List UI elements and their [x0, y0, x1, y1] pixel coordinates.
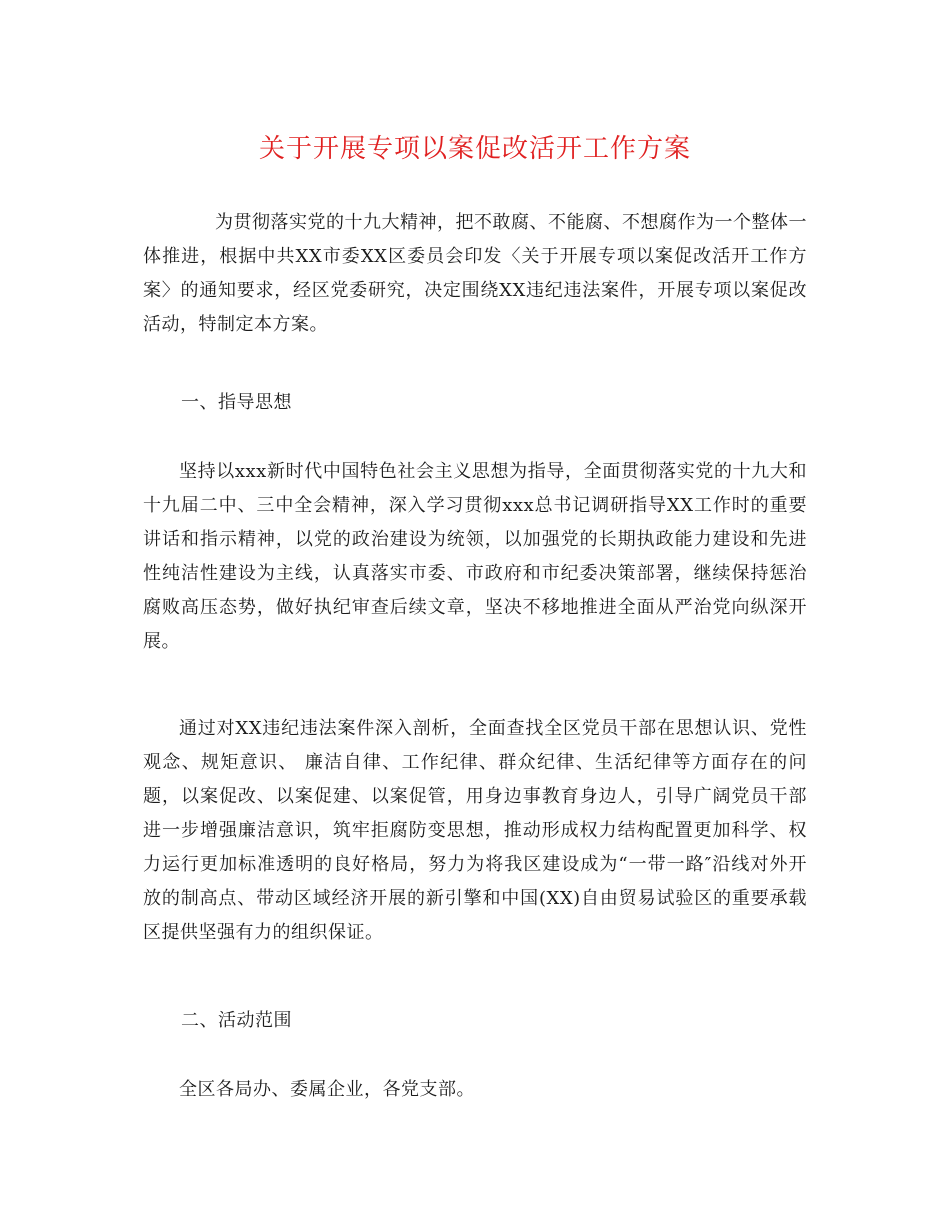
- document-title: 关于开展专项以案促改活开工作方案: [258, 134, 691, 164]
- guiding-ideology-paragraph-2: 通过对XX违纪违法案件深入剖析，全面查找全区党员干部在思想认识、党性观念、规矩意识、 廉洁自律、工作纪律、群众纪律、生活纪律等方面存在的问题，以案促改、以案促建、以案促管，用身边事教育身边人，引导广阔党员干部进一步增强廉洁意识，筑牢拒腐防变思想，推动形成权力结构配置更加科学、权力运行更加标准透明的良好格局，努力为将我区建设成为“一带一路″沿线对外开放的制高点、带动区域经济开展的新引擎和中国(XX)自由贸易试验区的重要承载区提供坚强有力的组织保证。: [143, 718, 807, 943]
- intro-paragraph: 为贯彻落实党的十九大精神，把不敢腐、不能腐、不想腐作为一个整体一体推进，根据中共XX市委XX区委员会印发〈关于开展专项以案促改活开工作方案〉的通知要求，经区党委研究，决定围绕XX违纪违法案件，开展专项以案促改活动，特制定本方案。: [143, 212, 807, 335]
- guiding-ideology-paragraph-1: 坚持以xxx新时代中国特色社会主义思想为指导，全面贯彻落实党的十九大和十九届二中、三中全会精神，深入学习贯彻xxx总书记调研指导XX工作时的重要讲话和指示精神，以党的政治建设为统领，以加强党的长期执政能力建设和先进性纯洁性建设为主线，认真落实市委、市政府和市纪委决策部署，继续保持惩治腐败高压态势，做好执纪审查后续文章，坚决不移地推进全面从严治党向纵深开展。: [143, 461, 807, 652]
- section-heading-activity-scope: 二、活动范围: [181, 1010, 292, 1031]
- activity-scope-paragraph: 全区各局办、委属企业，各党支部。: [179, 1079, 475, 1100]
- section-heading-guiding-ideology: 一、指导思想: [181, 392, 292, 413]
